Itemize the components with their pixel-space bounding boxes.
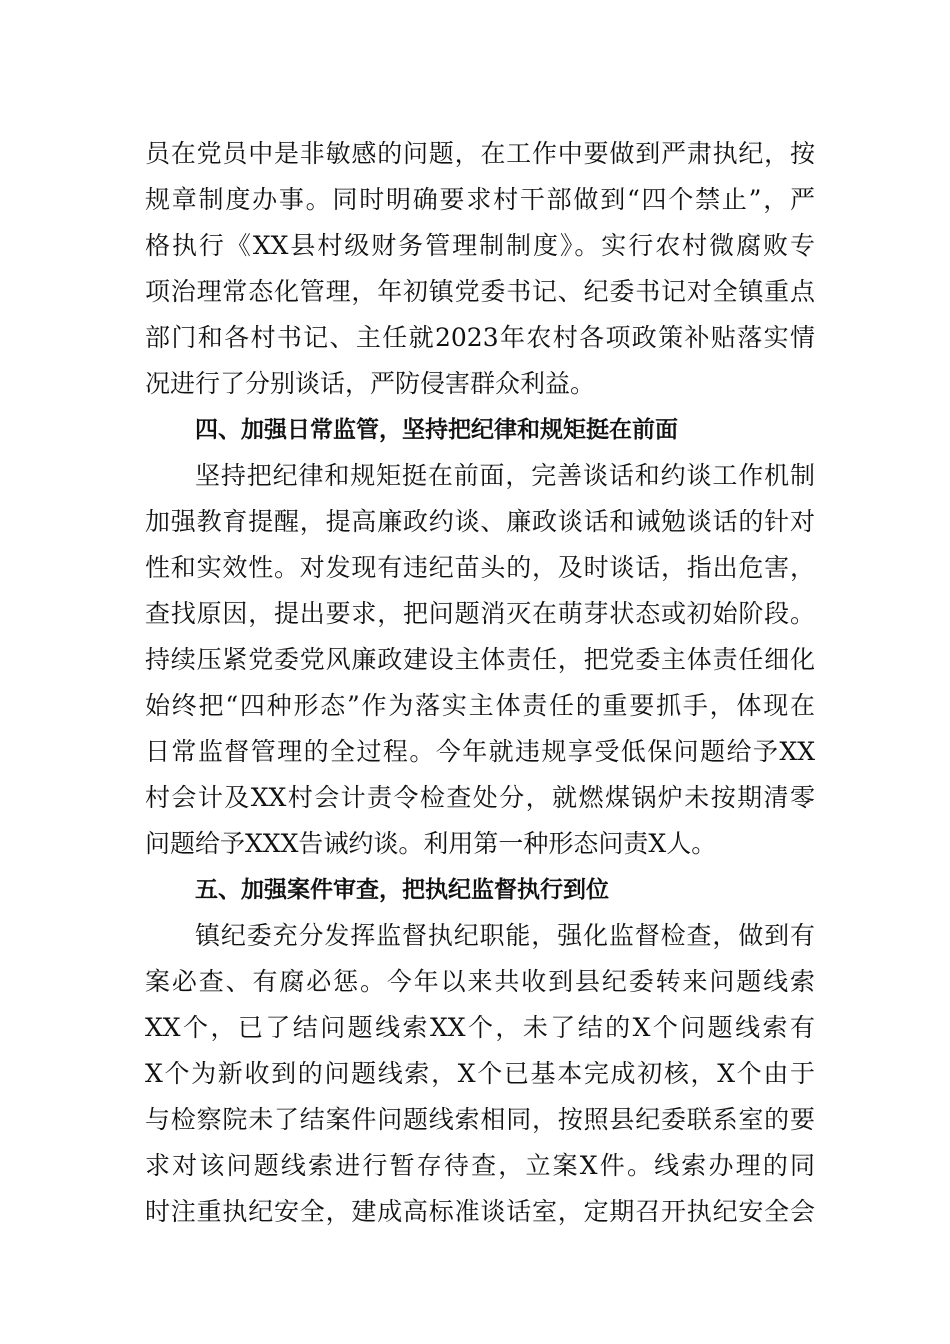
paragraph-line: 格执行《XX县村级财务管理制制度》。实行农村微腐败专 xyxy=(145,231,815,260)
paragraph-line: 加强教育提醒，提高廉政约谈、廉政谈话和诫勉谈话的针对 xyxy=(145,507,815,536)
paragraph-line: 日常监督管理的全过程。今年就违规享受低保问题给予XX xyxy=(145,737,815,766)
paragraph-line: 规章制度办事。同时明确要求村干部做到“四个禁止”，严 xyxy=(145,185,815,214)
paragraph-line: 村会计及XX村会计责令检查处分，就燃煤锅炉未按期清零 xyxy=(145,783,815,812)
paragraph-line: 况进行了分别谈话，严防侵害群众利益。 xyxy=(145,369,596,398)
paragraph-line: 性和实效性。对发现有违纪苗头的，及时谈话，指出危害， xyxy=(145,553,815,582)
paragraph-line: 问题给予XXX告诫约谈。利用第一种形态问责X人。 xyxy=(145,829,717,858)
paragraph-line: 时注重执纪安全，建成高标准谈话室，定期召开执纪安全会 xyxy=(145,1197,815,1226)
paragraph-line: 始终把“四种形态”作为落实主体责任的重要抓手，体现在 xyxy=(145,691,815,720)
paragraph-line: 持续压紧党委党风廉政建设主体责任，把党委主体责任细化 xyxy=(145,645,815,674)
paragraph-line: 员在党员中是非敏感的问题，在工作中要做到严肃执纪，按 xyxy=(145,139,815,168)
section-heading-5: 五、加强案件审查，把执纪监督执行到位 xyxy=(195,877,609,903)
paragraph-line: 部门和各村书记、主任就2023年农村各项政策补贴落实情 xyxy=(145,323,815,352)
paragraph-line: 镇纪委充分发挥监督执纪职能，强化监督检查，做到有 xyxy=(195,921,815,950)
paragraph-line: 坚持把纪律和规矩挺在前面，完善谈话和约谈工作机制 xyxy=(195,461,815,490)
paragraph-line: 与检察院未了结案件问题线索相同，按照县纪委联系室的要 xyxy=(145,1105,815,1134)
paragraph-line: 案必查、有腐必惩。今年以来共收到县纪委转来问题线索 xyxy=(145,967,815,996)
section-heading-4: 四、加强日常监管，坚持把纪律和规矩挺在前面 xyxy=(195,417,678,443)
paragraph-line: 项治理常态化管理，年初镇党委书记、纪委书记对全镇重点 xyxy=(145,277,815,306)
paragraph-line: XX个，已了结问题线索XX个，未了结的X个问题线索有 xyxy=(145,1013,815,1042)
paragraph-line: X个为新收到的问题线索，X个已基本完成初核，X个由于 xyxy=(145,1059,815,1088)
paragraph-line: 求对该问题线索进行暂存待查，立案X件。线索办理的同 xyxy=(145,1151,815,1180)
paragraph-line: 查找原因，提出要求，把问题消灭在萌芽状态或初始阶段。 xyxy=(145,599,815,628)
